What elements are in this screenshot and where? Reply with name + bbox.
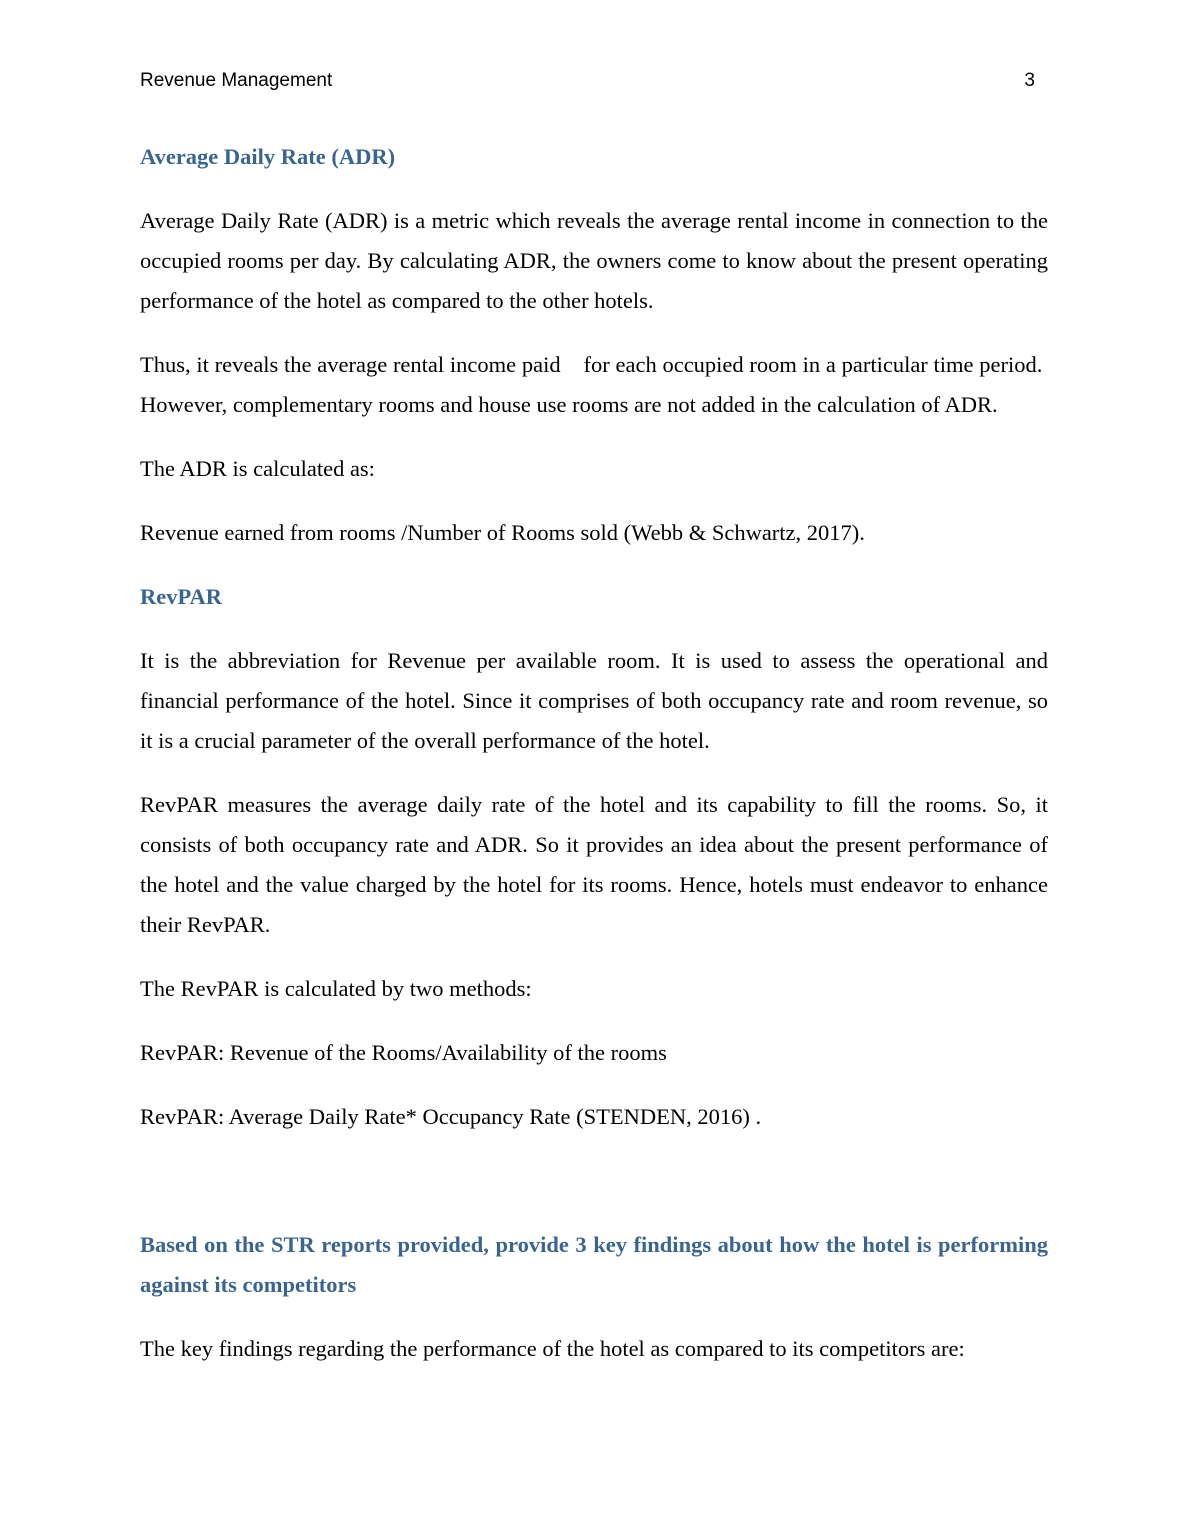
paragraph-adr-calc-intro: The ADR is calculated as: [140, 456, 375, 481]
paragraph-adr-definition: Average Daily Rate (ADR) is a metric which reveals the average rental income in connection to the occupied rooms per day. By calculating ADR, the owners come to know about the present operating performance of the hotel as compared to the other hotels. [140, 208, 1048, 313]
page-header [140, 70, 1035, 98]
paragraph-adr-formula: Revenue earned from rooms /Number of Rooms sold (Webb & Schwartz, 2017). [140, 520, 865, 545]
paragraph-revpar-formula-2: RevPAR: Average Daily Rate* Occupancy Rate (STENDEN, 2016) . [140, 1104, 762, 1129]
paragraph-str-intro: The key findings regarding the performance of the hotel as compared to its competitors are: [140, 1336, 965, 1361]
paragraph-adr-explanation: Thus, it reveals the average rental income paid for each occupied room in a particular time period. However, complementary rooms and house use rooms are not added in the calculation of ADR. [140, 352, 1048, 417]
heading-adr: Average Daily Rate (ADR) [140, 144, 396, 169]
running-header-title: Revenue Management [140, 70, 333, 91]
paragraph-revpar-formula-1: RevPAR: Revenue of the Rooms/Availability of the rooms [140, 1040, 667, 1065]
paragraph-revpar-explanation: RevPAR measures the average daily rate of the hotel and its capability to fill the rooms. So, it consists of both occupancy rate and ADR. So it provides an idea about the present performance of the hotel and the value charged by the hotel for its rooms. Hence, hotels must endeavor to enhance their RevPAR. [140, 792, 1048, 937]
heading-str-findings: Based on the STR reports provided, provide 3 key findings about how the hotel is performing against its competitors [140, 1232, 1048, 1297]
paragraph-revpar-definition: It is the abbreviation for Revenue per available room. It is used to assess the operational and financial performance of the hotel. Since it comprises of both occupancy rate and room revenue, so it is a crucial parameter of the overall performance of the hotel. [140, 648, 1048, 753]
heading-revpar: RevPAR [140, 584, 223, 609]
page-number: 3 [1024, 70, 1035, 91]
paragraph-revpar-calc-intro: The RevPAR is calculated by two methods: [140, 976, 532, 1001]
document-body [140, 137, 1048, 1369]
